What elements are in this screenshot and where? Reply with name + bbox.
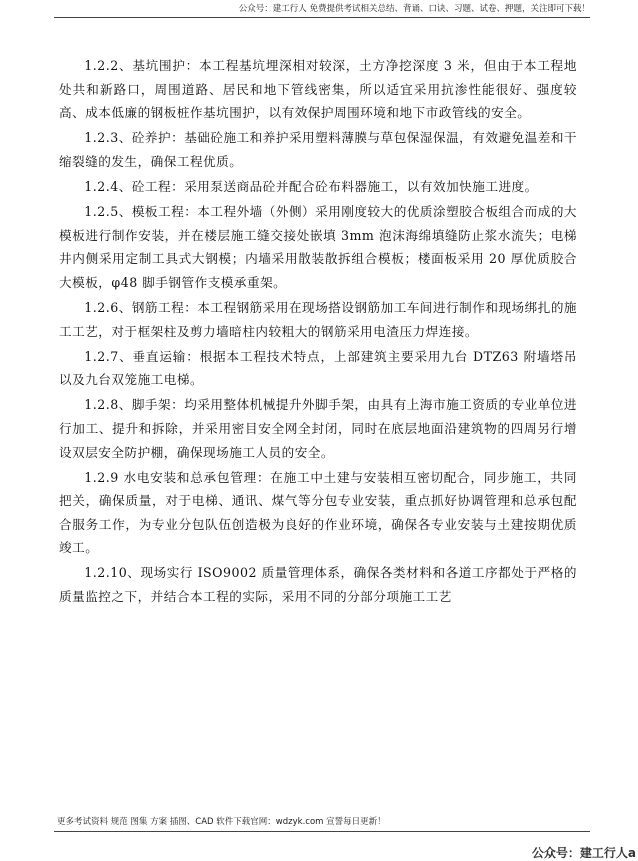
watermark-label: 公众号：建工行人a [531, 846, 636, 860]
page-header-text: 公众号：建工行人 免费提供考试相关总结、背诵、口诀、习题、试卷、押题，关注即可下载！ [238, 4, 590, 14]
paragraph-vertical-transport: 1.2.7、垂直运输：根据本工程技术特点，上部建筑主要采用九台 DTZ63 附墙塔吊以及九台双笼施工电梯。 [59, 348, 577, 388]
paragraph-foundation-pit: 1.2.2、基坑围护：本工程基坑埋深相对较深，土方净挖深度 3 米，但由于本工程地处共和新路口，周围道路、居民和地下管线密集，所以适宜采用抗渗性能很好、强度较高、成本低廉的钢板桩作基坑围护，以有效保护周围环境和地下市政管线的安全。 [59, 58, 577, 121]
paragraph-formwork: 1.2.5、模板工程：本工程外墙（外侧）采用刚度较大的优质涂塑胶合板组合而成的大模板进行制作安装，并在楼层施工缝交接处嵌填 3mm 泡沫海绵填缝防止浆水流失；电梯井内侧采用定制工具式大钢模；内墙采用散装散拆组合模板；楼面板采用 20 厚优质胶合大模板，φ48 脚手钢管作支模承重架。 [59, 204, 578, 290]
page-footer-text: 更多考试资料 规范 图集 方案 插图、CAD 软件下载官网：wdzyk.com 宣誓每日更新！ [57, 817, 386, 827]
paragraph-concrete-curing: 1.2.3、砼养护：基础砼施工和养护采用塑料薄膜与草包保湿保温，有效避免温差和干缩裂缝的发生，确保工程优质。 [59, 130, 578, 169]
document-body [59, 54, 577, 610]
paragraph-scaffolding: 1.2.8、脚手架：均采用整体机械提升外脚手架，由具有上海市施工资质的专业单位进行加工、提升和拆除，并采用密目安全网全封闭，同时在底层地面沿建筑物的四周另行增设双层安全防护棚，确保现场施工人员的安全。 [59, 397, 578, 460]
header-divider [54, 17, 590, 18]
paragraph-rebar: 1.2.6、钢筋工程：本工程钢筋采用在现场搭设钢筋加工车间进行制作和现场绑扎的施工工艺，对于框架柱及剪力墙暗柱内较粗大的钢筋采用电渣压力焊连接。 [59, 299, 578, 339]
paragraph-quality-system: 1.2.10、现场实行 ISO9002 质量管理体系，确保各类材料和各道工序都处于严格的质量监控之下，并结合本工程的实际，采用不同的分部分项施工工艺 [59, 565, 577, 605]
paragraph-mep-management: 1.2.9 水电安装和总承包管理：在施工中土建与安装相互密切配合，同步施工，共同把关，确保质量，对于电梯、通讯、煤气等分包专业安装，重点抓好协调管理和总承包配合服务工作，为专业分包队伍创造极为良好的作业环境，确保各专业安装与土建按期优质竣工。 [59, 469, 577, 556]
footer-divider [54, 831, 590, 832]
paragraph-concrete-works: 1.2.4、砼工程：采用泵送商品砼并配合砼布料器施工，以有效加快施工进度。 [84, 178, 538, 194]
